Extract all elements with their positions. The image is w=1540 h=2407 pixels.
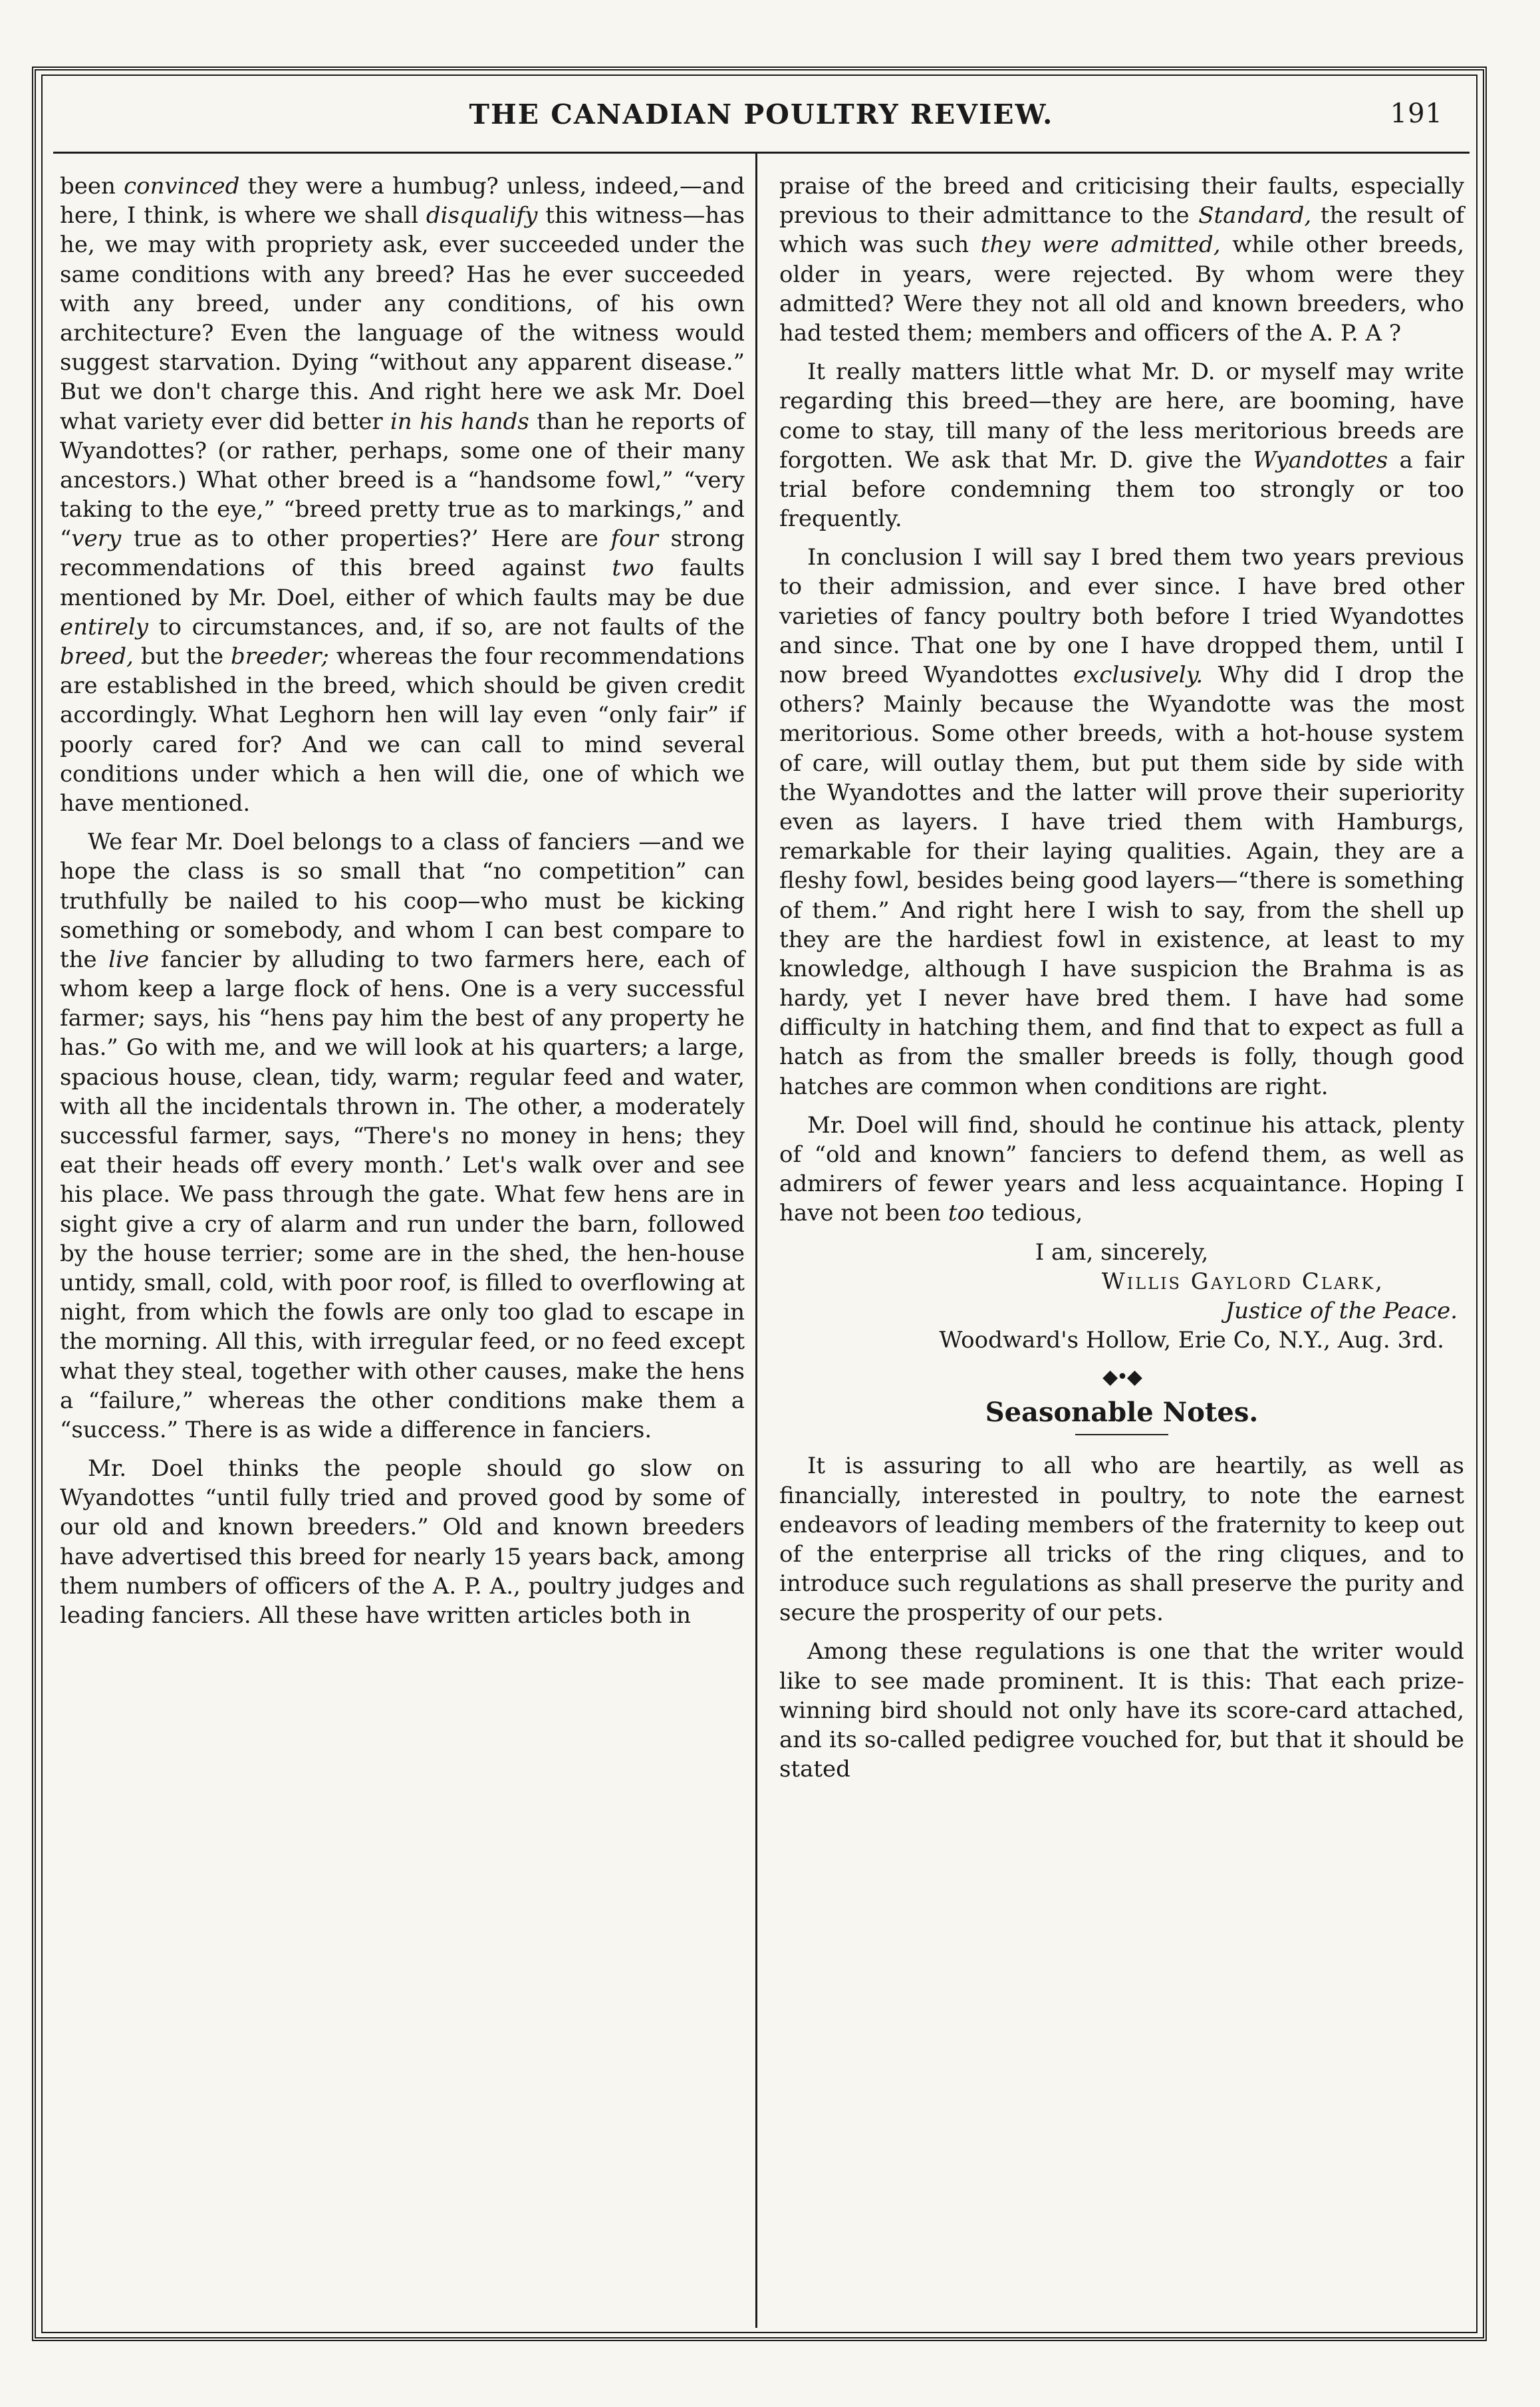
paragraph: Mr. Doel thinks the people should go slow on Wyandottes “until fully tried and proved good by some of our old and known breeders.” Old and known breeders have advertised this breed for nearly 15 years back, among them numbers of officers of the A. P. A., poultry judges and leading fanciers. All these have written articles both in xyxy=(60,1455,745,1629)
column-divider xyxy=(755,153,757,2328)
left-column xyxy=(60,172,745,1639)
running-header xyxy=(53,93,1470,146)
right-column xyxy=(779,172,1464,1793)
paragraph: It really matters little what Mr. D. or myself may write regarding this breed—they are here, are booming, have come to stay, till many of the less meritorious breeds are forgotten. We ask that Mr. D. give the Wyandottes a fair trial before condemning them too strongly or too frequently. xyxy=(779,358,1464,533)
ornament-divider-icon: ◆•◆ xyxy=(1102,1365,1141,1389)
signature-name: Willis Gaylord Clark, xyxy=(1101,1268,1384,1295)
paragraph: Mr. Doel will find, should he continue his attack, plenty of “old and known” fanciers to defend them, as well as admirers of fewer years and less acquaintance. Hoping I have not been too tedious, xyxy=(779,1111,1464,1227)
section-heading: Seasonable Notes. xyxy=(985,1397,1259,1429)
paragraph: We fear Mr. Doel belongs to a class of fanciers —and we hope the class is so small that “no competition” can truthfully be nailed to his coop—who must be kicking something or somebody, and whom I can best compare to the live fancier by alluding to two farmers here, each of whom keep a large flock of hens. One is a very successful farmer; says, his “hens pay him the best of any property he has.” Go with me, and we will look at his quarters; a large, spacious house, clean, tidy, warm; regular feed and water, with all the incidentals thrown in. The other, a moderately successful farmer, says, “There's no money in hens; they eat their heads off every month.’ Let's walk over and see his place. We pass through the gate. What few hens are in sight give a cry of alarm and run under the barn, followed by the house terrier; some are in the shed, the hen-house untidy, small, cold, with poor roof, is filled to overflowing at night, from which the fowls are only too glad to escape in the morning. All this, with irregular feed, or no feed except what they steal, together with other causes, make the hens a “failure,” whereas the other conditions make them a “success.” There is as wide a difference in fanciers. xyxy=(60,829,745,1443)
paragraph: Among these regulations is one that the writer would like to see made prominent. It is this: That each prize-winning bird should not only have its score-card attached, and its so-called pedigree vouched for, but that it should be stated xyxy=(779,1638,1464,1783)
paragraph: It is assuring to all who are heartily, as well as financially, interested in poultry, to note the earnest endeavors of leading members of the fraternity to keep out of the enterprise all tricks of the ring cliques, and to introduce such regulations as shall preserve the purity and secure the prosperity of our pets. xyxy=(779,1453,1464,1627)
paragraph: praise of the breed and criticising their faults, especially previous to their admittance to the Standard, the result of which was such they were admitted, while other breeds, older in years, were rejected. By whom were they admitted? Were they not all old and known breeders, who had tested them; members and officers of the A. P. A ? xyxy=(779,173,1464,347)
page-number: 191 xyxy=(1390,98,1443,129)
paragraph: In conclusion I will say I bred them two years previous to their admission, and ever since. I have bred other varieties of fancy poultry both before I tried Wyandottes and since. That one by one I have dropped them, until I now breed Wyandottes exclusively. Why did I drop the others? Mainly because the Wyandotte was the most meritorious. Some other breeds, with a hot-house system of care, will outlay them, but put them side by side with the Wyandottes and the latter will prove their superiority even as layers. I have tried them with Hamburgs, remarkable for their laying qualities. Again, they are a fleshy fowl, besides being good layers—“there is something of them.” And right here I wish to say, from the shell up they are the hardiest fowl in existence, at least to my knowledge, although I have suspicion the Brahma is as hardy, yet I never have bred them. I have had some difficulty in hatching them, and find that to expect as full a hatch as from the smaller breeds is folly, though good hatches are common when conditions are right. xyxy=(779,544,1464,1100)
journal-title: THE CANADIAN POULTRY REVIEW. xyxy=(469,98,1054,130)
section-rule xyxy=(1075,1434,1168,1435)
closing-line: I am, sincerely, xyxy=(1035,1238,1209,1266)
signature-place: Woodward's Hollow, Erie Co, N.Y., Aug. 3rd. xyxy=(939,1327,1444,1354)
signature-title: Justice of the Peace. xyxy=(1225,1297,1458,1324)
paragraph: been convinced they were a humbug? unless, indeed,—and here, I think, is where we shall disqualify this witness—has he, we may with propriety ask, ever succeeded under the same conditions with any breed? Has he ever succeeded with any breed, under any conditions, of his own architecture? Even the language of the witness would suggest starvation. Dying “without any apparent disease.” But we don't charge this. And right here we ask Mr. Doel what variety ever did better in his hands than he reports of Wyandottes? (or rather, perhaps, some one of their many ancestors.) What other breed is a “handsome fowl,” “very taking to the eye,” “breed pretty true as to markings,” and “very true as to other properties?’ Here are four strong recommendations of this breed against two faults mentioned by Mr. Doel, either of which faults may be due entirely to circumstances, and, if so, are not faults of the breed, but the breeder; whereas the four recommendations are established in the breed, which should be given credit accordingly. What Leghorn hen will lay even “only fair” if poorly cared for? And we can call to mind several conditions under which a hen will die, one of which we have mentioned. xyxy=(60,173,745,817)
header-rule xyxy=(53,152,1470,154)
